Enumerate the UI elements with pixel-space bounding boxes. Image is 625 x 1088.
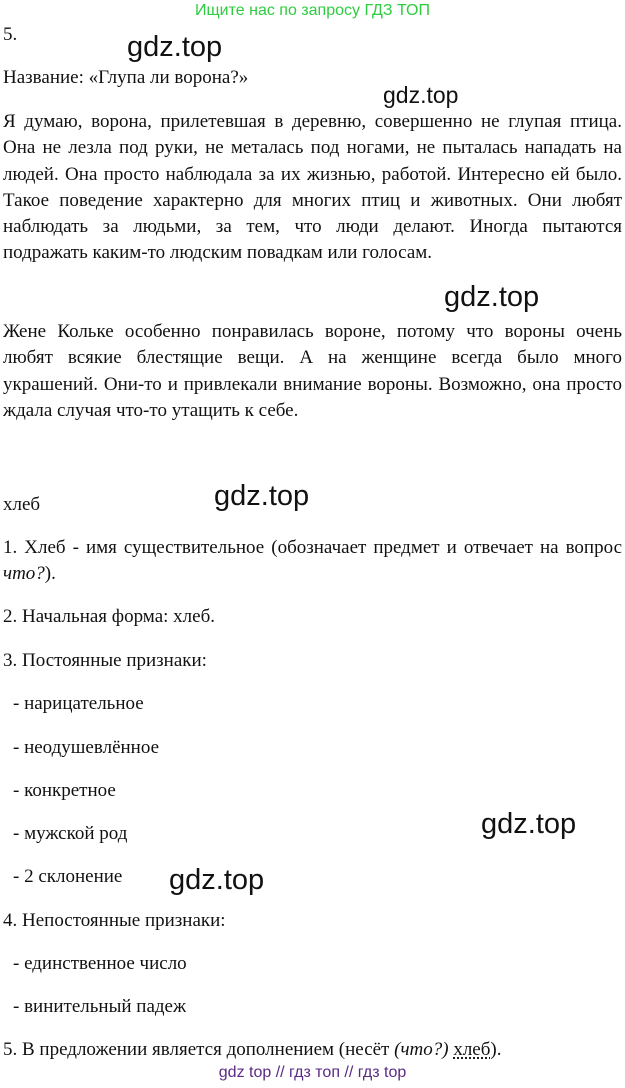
permanent-feature: - нарицательное bbox=[13, 693, 144, 714]
analysis-item-1: 1. Хлеб - имя существительное (обозначает предмет и отвечает на вопрос что?). bbox=[3, 537, 622, 585]
analysis-item-2: 2. Начальная форма: хлеб. bbox=[3, 606, 215, 627]
watermark: gdz.top bbox=[481, 808, 577, 840]
analyzed-word: хлеб bbox=[3, 494, 41, 515]
footer-watermark: gdz top // гдз топ // гдз top bbox=[218, 1064, 407, 1081]
variable-feature: - винительный падеж bbox=[13, 996, 187, 1017]
permanent-feature: - 2 склонение bbox=[13, 866, 123, 887]
watermark: gdz.top bbox=[214, 480, 310, 512]
variable-feature: - единственное число bbox=[13, 953, 187, 974]
paragraph-2: Жене Кольке особенно понравилась вороне, потому что вороны очень любят всякие блестящие вещи. А на женщине всегда было много украшений. Они-то и привлекали внимание вороны. Возможно, она просто ждала случая что-то утащить к себе. bbox=[3, 321, 622, 421]
analysis-item-3: 3. Постоянные признаки: bbox=[3, 650, 207, 671]
permanent-feature: - неодушевлённое bbox=[13, 737, 159, 758]
story-title: Название: «Глупа ли ворона?» bbox=[3, 67, 249, 88]
watermark: gdz.top bbox=[444, 281, 540, 313]
question-italic: (что?) bbox=[394, 1039, 449, 1060]
search-banner: Ищите нас по запросу ГДЗ ТОП bbox=[195, 2, 430, 19]
task-number: 5. bbox=[3, 24, 18, 45]
question-italic: что? bbox=[3, 563, 45, 585]
watermark: gdz.top bbox=[169, 864, 265, 896]
analysis-item-4: 4. Непостоянные признаки: bbox=[3, 910, 226, 931]
watermark: gdz.top bbox=[127, 31, 223, 63]
permanent-feature: - мужской род bbox=[13, 823, 128, 844]
permanent-feature: - конкретное bbox=[13, 780, 116, 801]
paragraph-1: Я думаю, ворона, прилетевшая в деревню, совершенно не глупая птица. Она не лезла под руки, не металась под ногами, не пыталась нападать на людей. Она просто наблюдала за их жизнью, работой. Интересно ей было. Такое поведение характерно для многих птиц и животных. Они любят наблюдать за людьми, за тем, что люди делают. Иногда пытаются подражать каким-то людским повадкам или голосам. bbox=[3, 111, 622, 264]
watermark: gdz.top bbox=[383, 82, 459, 108]
analysis-item-5: 5. В предложении является дополнением (несёт (что?) хлеб). bbox=[3, 1039, 502, 1060]
underlined-word: хлеб bbox=[453, 1039, 491, 1060]
